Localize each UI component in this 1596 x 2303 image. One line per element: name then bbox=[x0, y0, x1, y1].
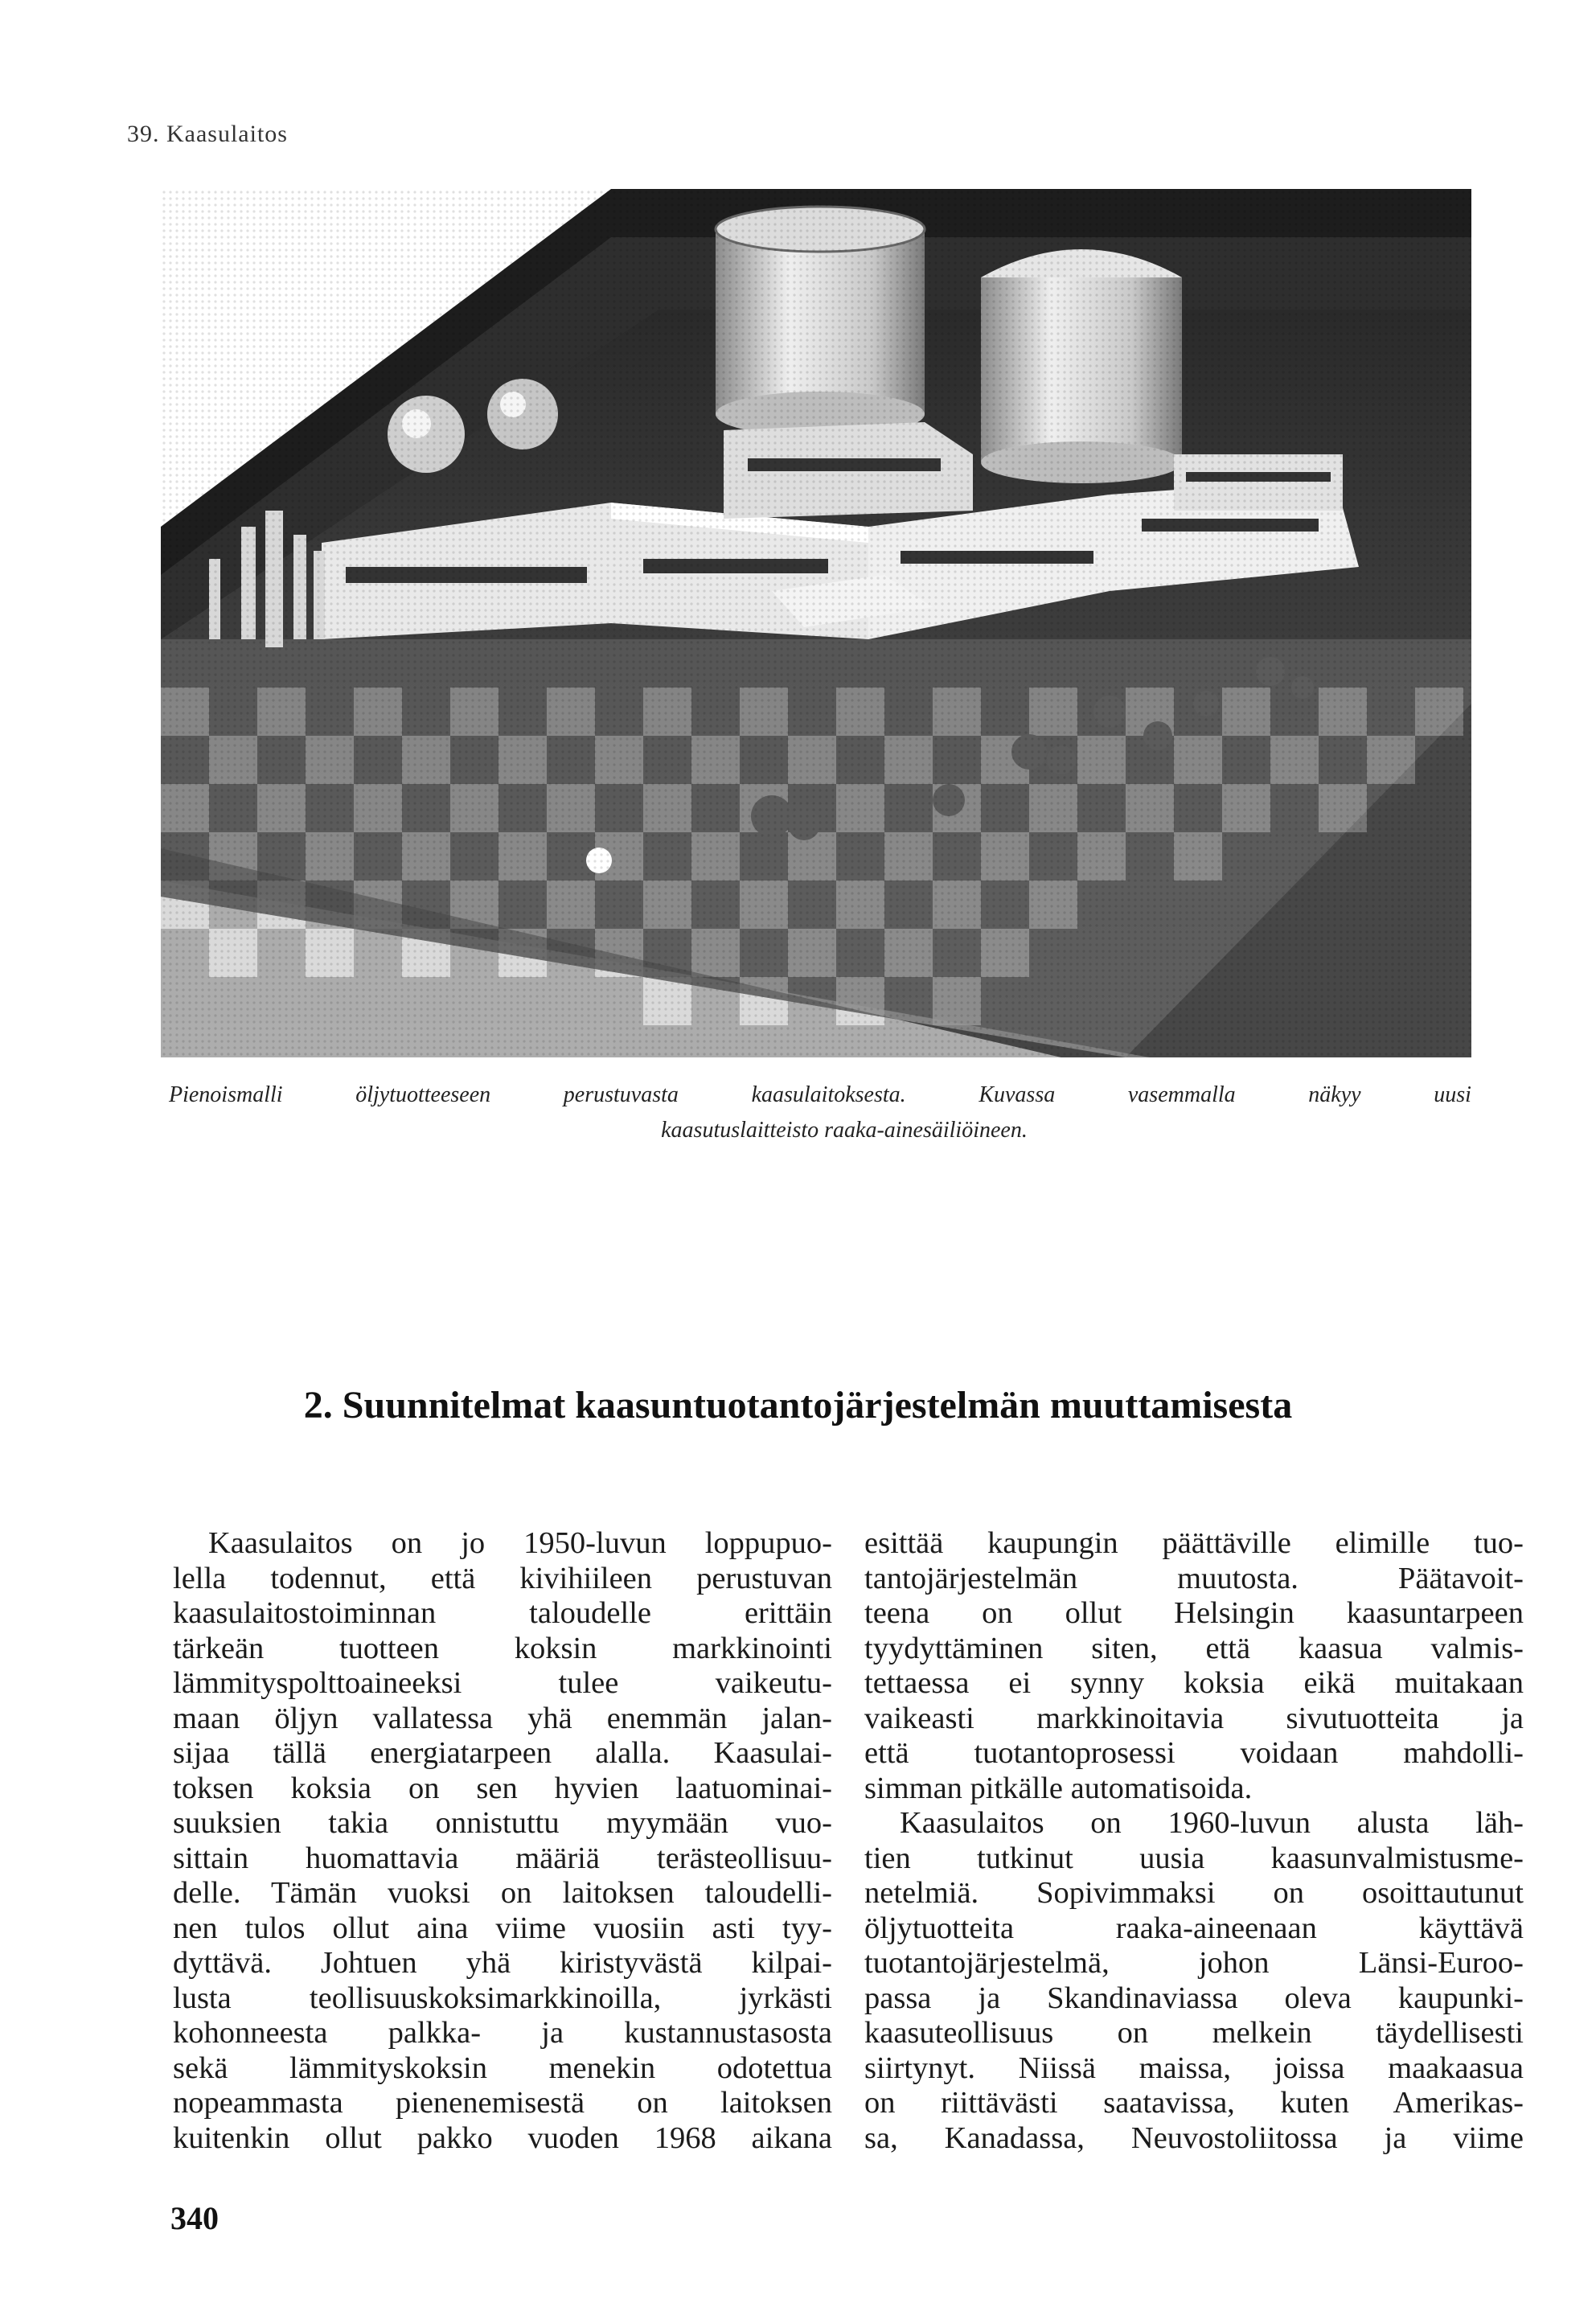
caption-word: öljytuotteeseen bbox=[355, 1082, 491, 1107]
caption-word: Pienoismalli bbox=[169, 1082, 283, 1107]
text-line: kaasulaitostoiminnan taloudelle erittäin bbox=[173, 1596, 832, 1630]
text-line: Kaasulaitos on jo 1950-luvun loppupuo- bbox=[208, 1526, 832, 1560]
model-photo-illustration bbox=[161, 189, 1471, 1057]
caption-line-2: kaasutuslaitteisto raaka-ainesäiliöineen. bbox=[661, 1118, 1028, 1143]
text-line: sittain huomattavia määriä terästeollisuu- bbox=[173, 1841, 832, 1875]
text-line: kuitenkin ollut pakko vuoden 1968 aikana bbox=[173, 2120, 832, 2155]
caption-word: kaasulaitoksesta. bbox=[751, 1082, 906, 1107]
left-text-column bbox=[173, 1526, 832, 2156]
text-line: öljytuotteita raaka-aineenaan käyttävä bbox=[864, 1911, 1524, 1945]
text-line: kaasuteollisuus on melkein täydellisesti bbox=[864, 2016, 1524, 2050]
text-line: tien tutkinut uusia kaasunvalmistusme- bbox=[864, 1841, 1524, 1875]
caption-word: perustuvasta bbox=[563, 1082, 679, 1107]
right-text-column bbox=[864, 1526, 1524, 2156]
page-number: 340 bbox=[170, 2200, 219, 2236]
caption-word: Kuvassa bbox=[979, 1082, 1056, 1107]
caption-line-1 bbox=[169, 1078, 1471, 1113]
text-line: vaikeasti markkinoitavia sivutuotteita ja bbox=[864, 1701, 1524, 1735]
text-line: tärkeän tuotteen koksin markkinointi bbox=[173, 1631, 832, 1665]
text-line: tyydyttäminen siten, että kaasua valmis- bbox=[864, 1631, 1524, 1665]
caption-word: vasemmalla bbox=[1127, 1082, 1236, 1107]
text-line: simman pitkälle automatisoida. bbox=[864, 1771, 1253, 1805]
text-line: passa ja Skandinaviassa oleva kaupunki- bbox=[864, 1981, 1524, 2015]
text-line: nen tulos ollut aina viime vuosiin asti tyy- bbox=[173, 1911, 832, 1945]
text-line: lusta teollisuuskoksimarkkinoilla, jyrkästi bbox=[173, 1981, 832, 2015]
running-head: 39. Kaasulaitos bbox=[127, 121, 288, 147]
text-line: on riittävästi saatavissa, kuten Amerikas- bbox=[864, 2086, 1524, 2120]
text-line: tuotantojärjestelmä, johon Länsi-Euroo- bbox=[864, 1946, 1524, 1980]
text-line: siirtynyt. Niissä maissa, joissa maakaasua bbox=[864, 2051, 1524, 2085]
text-line: tettaessa ei synny koksia eikä muitakaan bbox=[864, 1666, 1524, 1700]
text-line: että tuotantoprosessi voidaan mahdolli- bbox=[864, 1736, 1524, 1770]
text-line: lämmityspolttoaineeksi tulee vaikeutu- bbox=[173, 1666, 832, 1700]
caption-word: näkyy bbox=[1308, 1082, 1361, 1107]
text-line: lella todennut, että kivihiileen perustuvan bbox=[173, 1561, 832, 1595]
text-line: esittää kaupungin päättäville elimille tuo- bbox=[864, 1526, 1524, 1560]
text-line: sa, Kanadassa, Neuvostoliitossa ja viime bbox=[864, 2120, 1524, 2155]
text-line: dyttävä. Johtuen yhä kiristyvästä kilpai- bbox=[173, 1946, 832, 1980]
text-line: Kaasulaitos on 1960-luvun alusta läh- bbox=[900, 1806, 1524, 1840]
figure-caption bbox=[169, 1078, 1471, 1148]
text-line: delle. Tämän vuoksi on laitoksen taloudelli- bbox=[173, 1876, 832, 1910]
text-line: nopeammasta pienenemisestä on laitoksen bbox=[173, 2086, 832, 2120]
figure-photo-gasworks-model bbox=[161, 189, 1471, 1057]
text-line: suuksien takia onnistuttu myymään vuo- bbox=[173, 1806, 832, 1840]
text-line: tantojärjestelmän muutosta. Päätavoit- bbox=[864, 1561, 1524, 1595]
text-line: netelmiä. Sopivimmaksi on osoittautunut bbox=[864, 1876, 1524, 1910]
text-line: teena on ollut Helsingin kaasuntarpeen bbox=[864, 1596, 1524, 1630]
text-line: sekä lämmityskoksin menekin odotettua bbox=[173, 2051, 832, 2085]
section-heading: 2. Suunnitelmat kaasuntuotantojärjestelmän muuttamisesta bbox=[303, 1384, 1293, 1427]
text-line: kohonneesta palkka- ja kustannustasosta bbox=[173, 2016, 832, 2050]
text-line: maan öljyn vallatessa yhä enemmän jalan- bbox=[173, 1701, 832, 1735]
text-line: sijaa tällä energiatarpeen alalla. Kaasulai- bbox=[173, 1736, 832, 1770]
text-line: toksen koksia on sen hyvien laatuominai- bbox=[173, 1771, 832, 1805]
caption-word: uusi bbox=[1434, 1082, 1471, 1107]
